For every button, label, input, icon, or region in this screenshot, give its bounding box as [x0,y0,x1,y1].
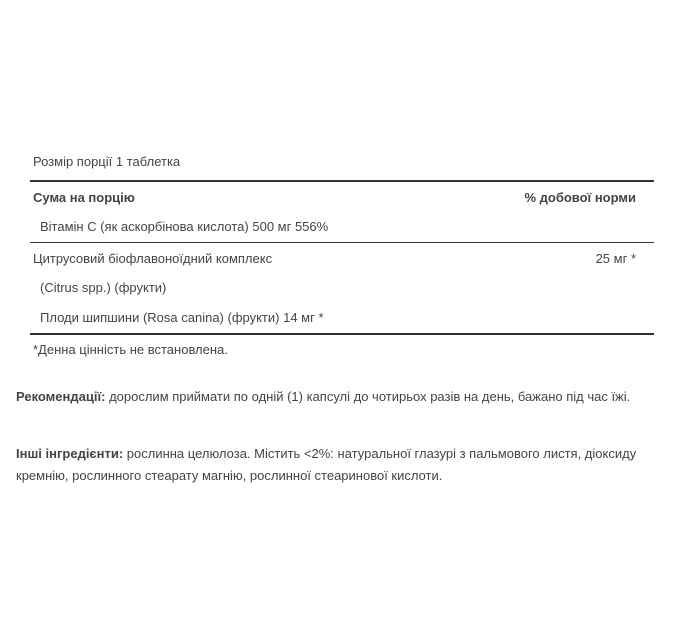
supplement-facts-table [30,150,654,365]
citrus-complex-name: Цитрусовий біофлавоноїдний комплекс [33,250,273,266]
ingredients-text: рослинна целюлоза. Містить <2%: натуральної глазурі з пальмового листя, діоксиду кремнію, рослинного стеарату магнію, рослинної стеаринової кислоти. [16,446,637,483]
table-row-rosehip: Плоди шипшини (Rosa canina) (фрукти) 14 мг * [30,303,654,335]
citrus-complex-amount: 25 мг * [595,250,636,266]
recommendation-paragraph [16,386,656,408]
daily-value-header: % добової норми [524,189,636,205]
table-header [30,182,654,212]
recommendation-text: дорослим приймати по одній (1) капсулі до чотирьох разів на день, бажано під час їжі. [105,389,631,404]
amount-per-serving-header: Сума на порцію [33,189,135,205]
table-row-citrus-complex [30,243,654,273]
table-row-vitamin-c: Вітамін C (як аскорбінова кислота) 500 мг 556% [30,212,654,243]
ingredients-label: Інші інгредієнти: [16,446,124,461]
other-ingredients-paragraph [16,443,656,487]
recommendation-label: Рекомендації: [16,389,106,404]
daily-value-footnote: *Денна цінність не встановлена. [33,342,228,357]
serving-size: Розмір порції 1 таблетка [30,150,654,182]
table-row-citrus-source: (Citrus spp.) (фрукти) [40,280,167,295]
